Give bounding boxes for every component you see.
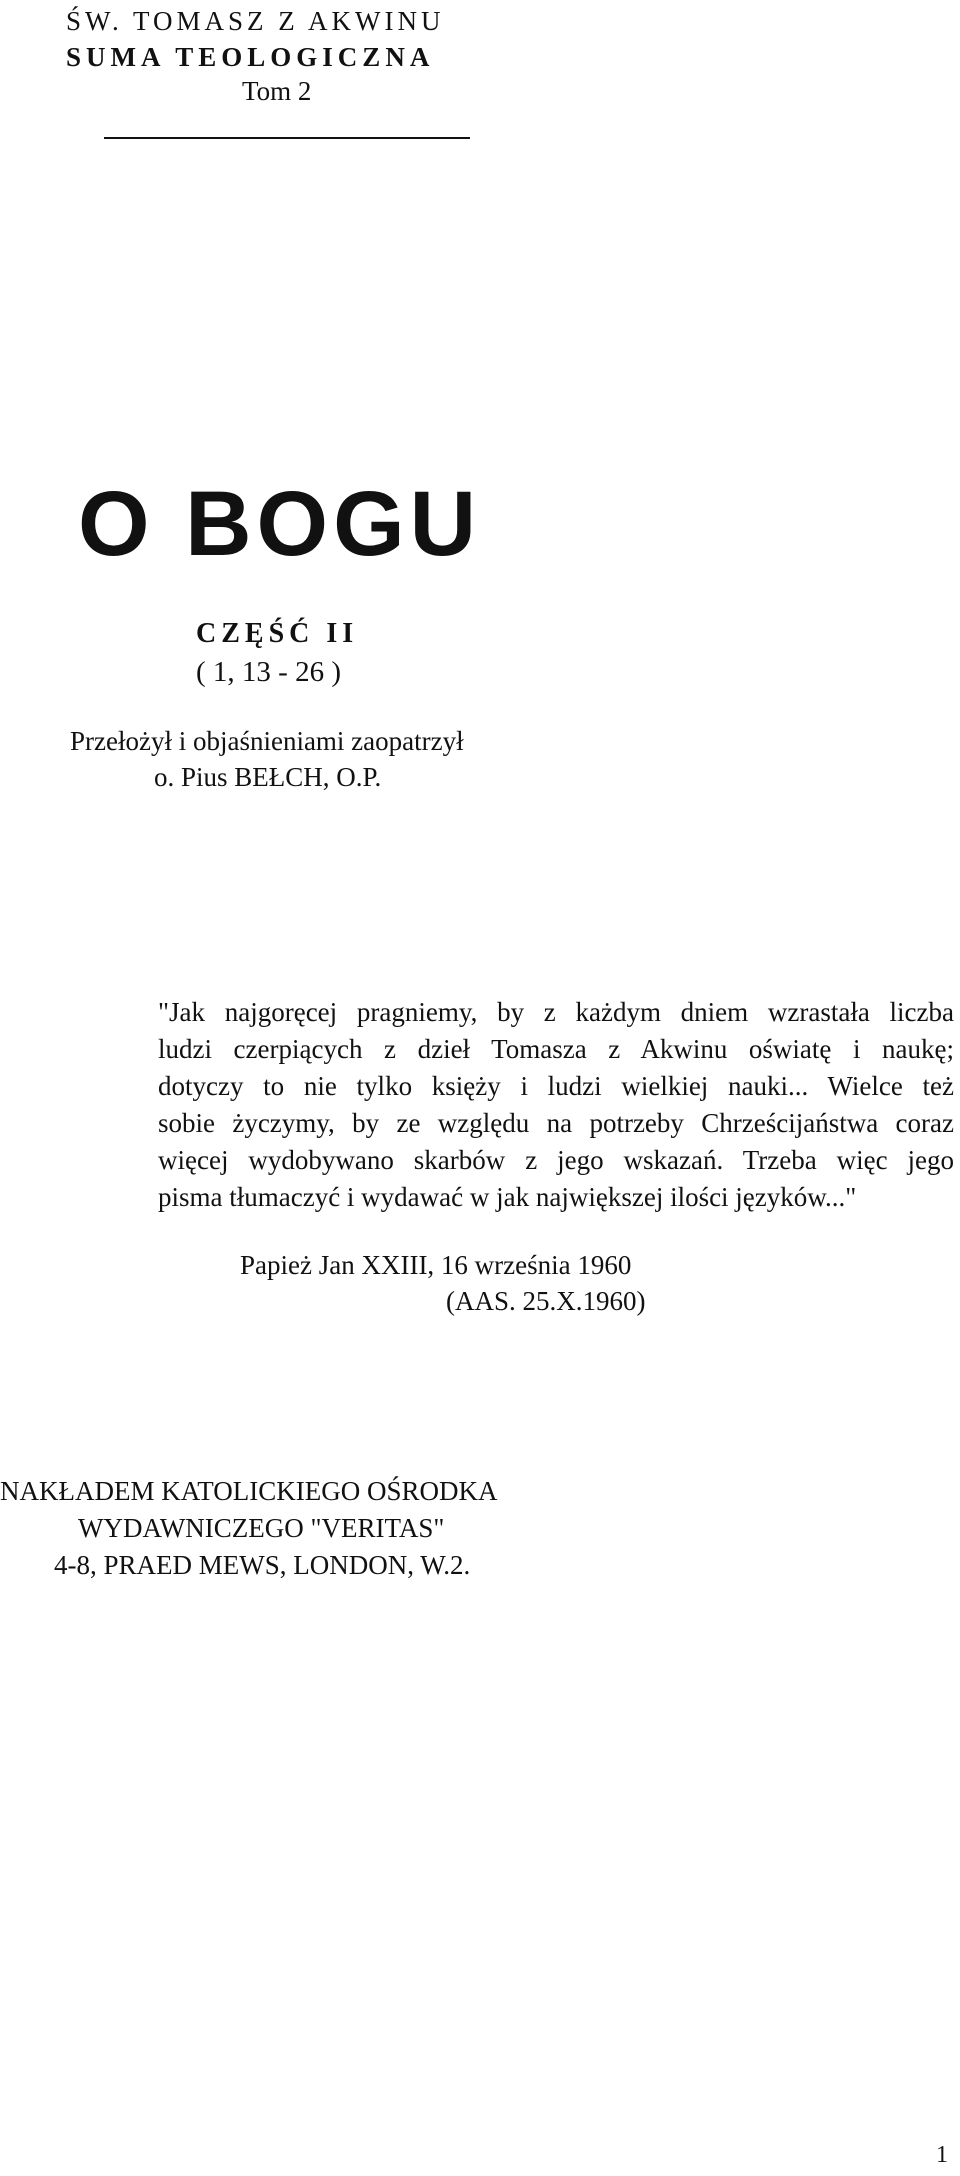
papal-quote <box>158 994 954 1216</box>
quote-line: ludzi czerpiących z dzieł Tomasza z Akwinu oświatę i naukę; <box>158 1034 954 1064</box>
quote-source: (AAS. 25.X.1960) <box>446 1286 646 1316</box>
publisher-address: 4-8, PRAED MEWS, LONDON, W.2. <box>54 1550 471 1580</box>
author-name: ŚW. TOMASZ Z AKWINU <box>66 6 445 36</box>
volume-label: Tom 2 <box>242 76 312 106</box>
work-title: SUMA TEOLOGICZNA <box>66 42 435 72</box>
publisher-line: WYDAWNICZEGO "VERITAS" <box>78 1513 445 1543</box>
quote-line: "Jak najgoręcej pragniemy, by z każdym dniem wzrastała liczba <box>158 997 954 1027</box>
publisher-line: NAKŁADEM KATOLICKIEGO OŚRODKA <box>0 1476 498 1506</box>
quote-line: sobie życzymy, by ze względu na potrzeby Chrześcijaństwa coraz <box>158 1108 954 1138</box>
main-title: O BOGU <box>78 473 482 575</box>
header-divider <box>104 137 470 139</box>
quote-attribution: Papież Jan XXIII, 16 września 1960 <box>240 1250 632 1280</box>
quote-line: pisma tłumaczyć i wydawać w jak największej ilości języków..." <box>158 1182 857 1212</box>
translator-credit: Przełożył i objaśnieniami zaopatrzył <box>70 726 464 756</box>
part-label: CZĘŚĆ II <box>196 618 359 649</box>
quote-line: więcej wydobywano skarbów z jego wskazań. Trzeba więc jego <box>158 1145 954 1175</box>
question-range: ( 1, 13 - 26 ) <box>196 656 341 688</box>
page-number: 1 <box>936 2142 948 2168</box>
quote-line: dotyczy to nie tylko księży i ludzi wielkiej nauki... Wielce też <box>158 1071 954 1101</box>
translator-name: o. Pius BEŁCH, O.P. <box>154 762 382 792</box>
